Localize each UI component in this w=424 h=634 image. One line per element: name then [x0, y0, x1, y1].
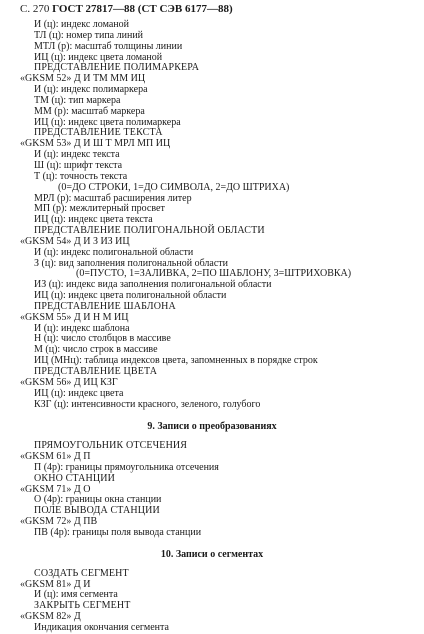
- param-line: И (ц): индекс полигональной области: [34, 246, 194, 258]
- record-heading: ПРЕДСТАВЛЕНИЕ ЦВЕТА: [34, 366, 158, 377]
- param-line: ИЗ (ц): индекс вида заполнения полигональной области: [34, 279, 272, 291]
- param-line: ИЦ (ц): индекс цвета ломаной: [34, 51, 163, 63]
- gksm-record: «GKSM 55» Д И Н М ИЦ: [20, 311, 129, 323]
- param-line: ИЦ (ц): индекс цвета полигональной области: [34, 290, 227, 302]
- record-heading: ПРЕДСТАВЛЕНИЕ ШАБЛОНА: [34, 300, 176, 312]
- record-heading: ПРЯМОУГОЛЬНИК ОТСЕЧЕНИЯ: [34, 440, 188, 452]
- param-line: МРЛ (р): масштаб расширения литер: [34, 192, 192, 204]
- param-line: Т (ц): точность текста: [34, 170, 128, 182]
- record-heading: ПОЛЕ ВЫВОДА СТАНЦИИ: [34, 505, 160, 517]
- param-line: Ш (ц): шрифт текста: [34, 159, 123, 171]
- section-title: 10. Записи о сегментах: [160, 548, 264, 560]
- param-line: ПВ (4р): границы поля вывода станции: [34, 526, 202, 538]
- param-line: ММ (р): масштаб маркера: [34, 105, 145, 117]
- document-body: [0, 20, 424, 634]
- param-line: З (ц): вид заполнения полигональной области: [34, 257, 228, 269]
- enum-values: (0=ПУСТО, 1=ЗАЛИВКА, 2=ПО ШАБЛОНУ, 3=ШТРИХОВКА): [76, 268, 352, 280]
- param-line: ИЦ (ц): индекс цвета: [34, 387, 124, 399]
- param-line: И (ц): индекс ломаной: [34, 19, 129, 30]
- param-line: МП (р): межлитерный просвет: [34, 203, 165, 215]
- gksm-record: «GKSM 61» Д П: [20, 451, 91, 463]
- enum-values: (0=ДО СТРОКИ, 1=ДО СИМВОЛА, 2=ДО ШТРИХА): [58, 181, 290, 193]
- param-line: И (ц): индекс шаблона: [34, 322, 130, 334]
- param-line: О (4р): границы окна станции: [34, 494, 162, 506]
- param-line: П (4р): границы прямоугольника отсечения: [34, 461, 219, 473]
- record-heading: ПРЕДСТАВЛЕНИЕ ПОЛИМАРКЕРА: [34, 62, 200, 74]
- gksm-record: «GKSM 53» Д И Ш Т МРЛ МП ИЦ: [20, 138, 171, 150]
- param-line: И (ц): индекс полимаркера: [34, 84, 148, 96]
- section-title: 9. Записи о преобразованиях: [147, 421, 277, 433]
- page-header: [20, 3, 233, 16]
- gksm-record: «GKSM 52» Д И ТМ ММ ИЦ: [20, 73, 146, 85]
- standard-designation: ГОСТ 27817—88 (СТ СЭВ 6177—88): [52, 3, 233, 15]
- gksm-record: «GKSM 56» Д ИЦ КЗГ: [20, 376, 118, 388]
- gksm-record: «GKSM 71» Д О: [20, 483, 91, 495]
- param-line: ИЦ (ц): индекс цвета текста: [34, 214, 153, 226]
- param-line: И (ц): имя сегмента: [34, 589, 118, 601]
- page-number: С. 270: [20, 3, 50, 15]
- record-heading: ОКНО СТАНЦИИ: [34, 472, 116, 484]
- param-line: ИЦ (ц): индекс цвета полимаркера: [34, 116, 181, 128]
- param-line: КЗГ (ц): интенсивности красного, зеленого, голубого: [34, 398, 261, 410]
- record-heading: ПРЕДСТАВЛЕНИЕ ПОЛИГОНАЛЬНОЙ ОБЛАСТИ: [34, 225, 265, 237]
- gksm-record: «GKSM 82» Д: [20, 611, 81, 623]
- param-line: ТМ (ц): тип маркера: [34, 94, 121, 106]
- param-line: Индикация окончания сегмента: [34, 621, 169, 633]
- param-line: И (ц): индекс текста: [34, 149, 120, 161]
- record-heading: ПРЕДСТАВЛЕНИЕ ТЕКСТА: [34, 127, 163, 139]
- param-line: ТЛ (ц): номер типа линий: [34, 29, 144, 41]
- param-line: Н (ц): число столбцов в массиве: [34, 333, 171, 345]
- record-heading: ЗАКРЫТЬ СЕГМЕНТ: [34, 600, 131, 612]
- param-line: М (ц): число строк в массиве: [34, 344, 158, 356]
- param-line: ИЦ (МНц): таблица индексов цвета, запомненных в порядке строк: [34, 355, 318, 367]
- gksm-record: «GKSM 72» Д ПВ: [20, 516, 98, 528]
- gksm-record: «GKSM 54» Д И З ИЗ ИЦ: [20, 235, 130, 247]
- param-line: МТЛ (р): масштаб толщины линии: [34, 40, 183, 52]
- record-heading: СОЗДАТЬ СЕГМЕНТ: [34, 567, 129, 579]
- gksm-record: «GKSM 81» Д И: [20, 578, 91, 590]
